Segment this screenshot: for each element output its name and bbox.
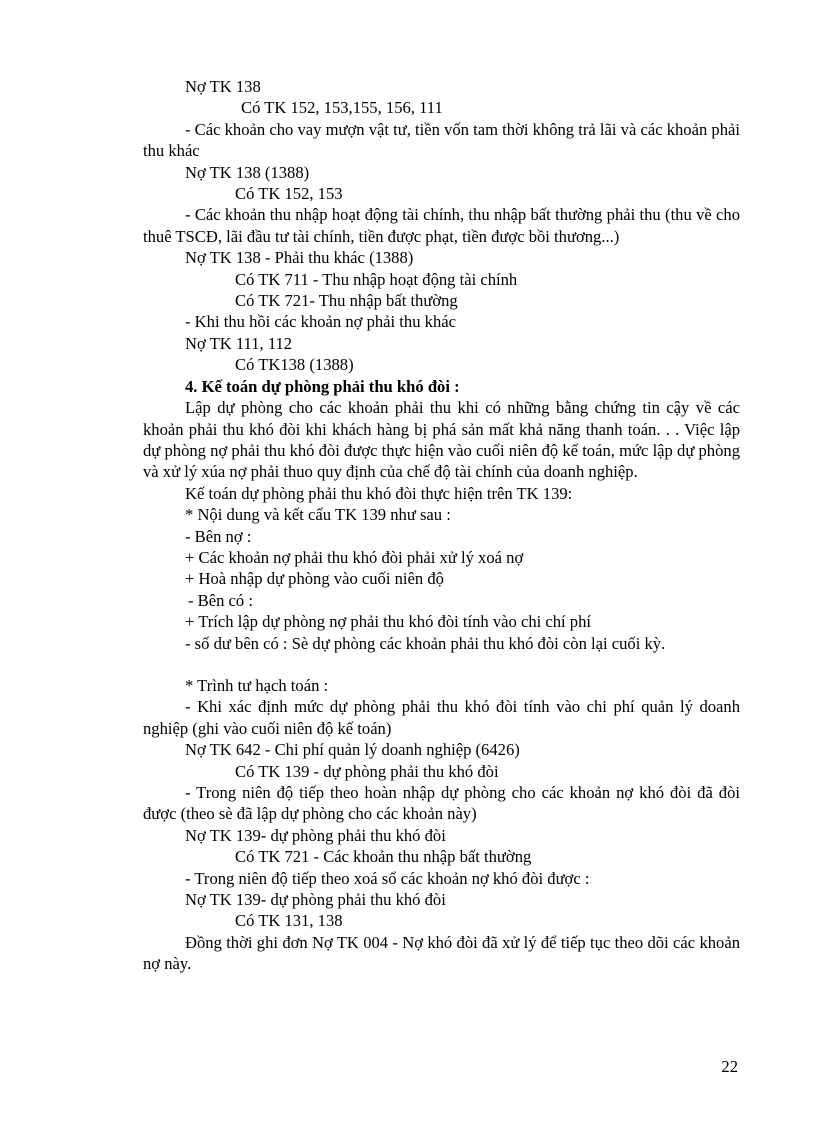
journal-debit-line: Nợ TK 111, 112 [185,333,293,353]
paragraph: * Nội dung và kết cấu TK 139 như sau : [185,505,451,525]
paragraph: Đồng thời ghi đơn Nợ TK 004 - Nợ khó đòi đã xử lý để tiếp tục theo dõi các khoản nợ này. [143,932,740,974]
journal-credit-line: Có TK 152, 153,155, 156, 111 [241,98,443,118]
journal-debit-line: Nợ TK 642 - Chi phí quản lý doanh nghiệp (6426) [185,740,520,760]
journal-credit-line: Có TK 721 - Các khoản thu nhập bất thường [235,847,532,867]
page-body [143,76,740,975]
paragraph: - Khi thu hồi các khoản nợ phải thu khác [185,312,456,332]
paragraph: * Trình tư hạch toán : [185,675,329,695]
journal-credit-line: Có TK 711 - Thu nhập hoạt động tài chính [235,269,518,289]
journal-debit-line: Nợ TK 138 (1388) [185,162,310,182]
journal-credit-line: Có TK138 (1388) [235,355,354,375]
paragraph: - Các khoản cho vay mượn vật tư, tiền vốn tam thời không trả lãi và các khoản phải thu khác [143,119,740,161]
journal-credit-line: Có TK 139 - dự phòng phải thu khó đòi [235,761,499,781]
list-item: + Hoà nhập dự phòng vào cuối niên độ [185,569,444,589]
journal-debit-line: Nợ TK 139- dự phòng phải thu khó đòi [185,890,446,910]
section-heading: 4. Kế toán dự phòng phải thu khó đòi : [185,376,460,396]
journal-credit-line: Có TK 131, 138 [235,911,343,931]
paragraph: - Khi xác định mức dự phòng phải thu khó đòi tính vào chi phí quản lý doanh nghiệp (ghi vào cuối niên độ kế toán) [143,697,740,738]
journal-debit-line: Nợ TK 139- dự phòng phải thu khó đòi [185,825,446,845]
paragraph: - số dư bên có : Sè dự phòng các khoản phải thu khó đòi còn lại cuối kỳ. [185,633,666,653]
journal-debit-line: Nợ TK 138 [185,77,261,96]
page-number: 22 [721,1057,738,1076]
journal-credit-line: Có TK 721- Thu nhập bất thường [235,291,458,311]
list-item: + Trích lập dự phòng nợ phải thu khó đòi tính vào chi chí phí [185,612,591,632]
list-item: - Bên có : [188,590,253,610]
paragraph: Lập dự phòng cho các khoản phải thu khi có những bằng chứng tin cậy về các khoản phải thu khó đòi khi khách hàng bị phá sản mất khả năng thanh toán. . . Việc lập dự phòng nợ phải thu khó đòi được thực hiện vào cuối niên độ kế toán, mức lập dự phòng và xử lý xúa nợ phải thuo quy định của chế độ tài chính của doanh nghiệp. [143,398,740,482]
list-item: + Các khoản nợ phải thu khó đòi phải xử lý xoá nợ [185,547,524,567]
paragraph: - Trong niên độ tiếp theo xoá sổ các khoản nợ khó đòi được : [185,868,590,888]
paragraph: Kế toán dự phòng phải thu khó đòi thực hiện trên TK 139: [185,483,573,503]
paragraph: - Trong niên độ tiếp theo hoàn nhập dự phòng cho các khoản nợ khó đòi đã đòi được (theo sè đã lập dự phòng cho các khoản này) [143,783,740,824]
blank-line [143,654,740,675]
journal-debit-line: Nợ TK 138 - Phải thu khác (1388) [185,248,414,268]
list-item: - Bên nợ : [185,526,252,546]
paragraph: - Các khoản thu nhập hoạt động tài chính, thu nhập bất thường phải thu (thu về cho thuê TSCĐ, lãi đầu tư tài chính, tiền được phạt, tiền được bồi thương...) [143,205,740,246]
journal-credit-line: Có TK 152, 153 [235,184,343,204]
